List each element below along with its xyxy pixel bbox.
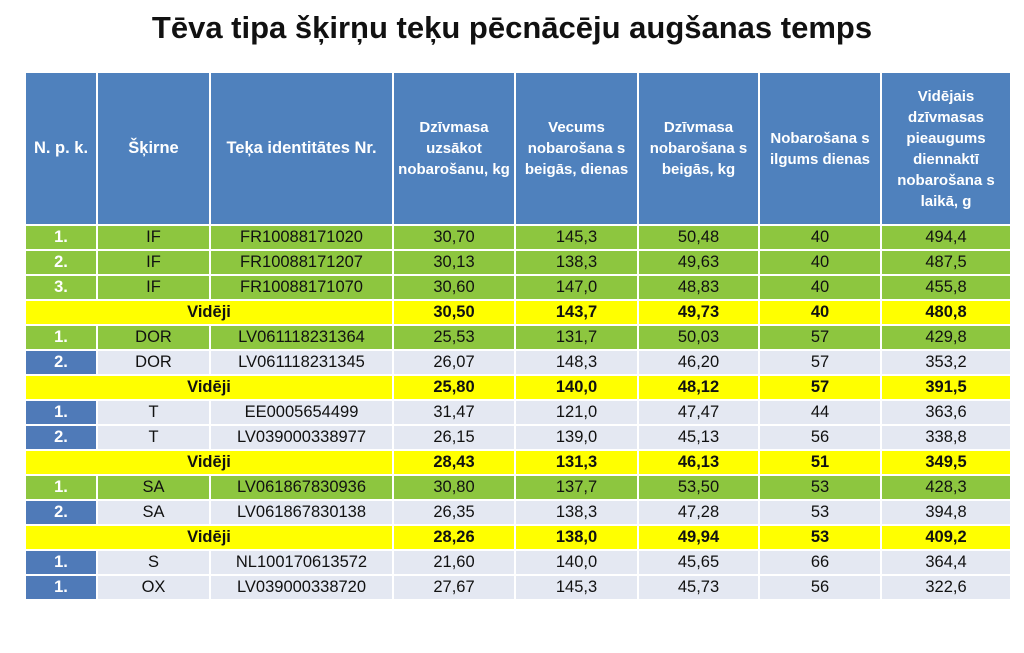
daily-gain-cell: 494,4 [881,225,1011,250]
col-header-start-weight: Dzīvmasa uzsākot nobarošanu, kg [393,72,515,225]
start-weight-cell: 30,50 [393,300,515,325]
ram-id-cell: LV061867830936 [210,475,393,500]
fattening-days-cell: 56 [759,425,881,450]
fattening-days-cell: 40 [759,225,881,250]
growth-rate-table [24,71,1012,601]
fattening-days-cell: 53 [759,525,881,550]
end-weight-cell: 46,13 [638,450,759,475]
daily-gain-cell: 338,8 [881,425,1011,450]
ram-id-cell: LV039000338977 [210,425,393,450]
col-header-breed: Šķirne [97,72,210,225]
npk-cell: 1. [25,225,97,250]
table-body [25,225,1011,600]
npk-cell: 2. [25,250,97,275]
start-weight-cell: 25,80 [393,375,515,400]
start-weight-cell: 26,35 [393,500,515,525]
daily-gain-cell: 363,6 [881,400,1011,425]
fattening-days-cell: 51 [759,450,881,475]
ram-id-cell: LV061118231345 [210,350,393,375]
ram-id-cell: EE0005654499 [210,400,393,425]
ram-id-cell: FR10088171207 [210,250,393,275]
age-end-cell: 121,0 [515,400,638,425]
col-header-age-end: Vecums nobarošana s beigās, dienas [515,72,638,225]
fattening-days-cell: 56 [759,575,881,600]
table-row [25,275,1011,300]
table-row [25,550,1011,575]
age-end-cell: 138,0 [515,525,638,550]
average-row [25,525,1011,550]
end-weight-cell: 49,73 [638,300,759,325]
fattening-days-cell: 57 [759,350,881,375]
fattening-days-cell: 40 [759,250,881,275]
end-weight-cell: 50,48 [638,225,759,250]
npk-cell: 2. [25,425,97,450]
average-row [25,300,1011,325]
breed-cell: DOR [97,350,210,375]
col-header-npk: N. p. k. [25,72,97,225]
average-row [25,450,1011,475]
daily-gain-cell: 429,8 [881,325,1011,350]
breed-cell: S [97,550,210,575]
fattening-days-cell: 66 [759,550,881,575]
table-row [25,250,1011,275]
start-weight-cell: 30,80 [393,475,515,500]
table-row [25,400,1011,425]
npk-cell: 1. [25,550,97,575]
daily-gain-cell: 455,8 [881,275,1011,300]
fattening-days-cell: 40 [759,300,881,325]
npk-cell: 2. [25,350,97,375]
age-end-cell: 143,7 [515,300,638,325]
start-weight-cell: 25,53 [393,325,515,350]
start-weight-cell: 31,47 [393,400,515,425]
ram-id-cell: NL100170613572 [210,550,393,575]
age-end-cell: 148,3 [515,350,638,375]
start-weight-cell: 28,43 [393,450,515,475]
average-row [25,375,1011,400]
table-row [25,350,1011,375]
age-end-cell: 138,3 [515,250,638,275]
end-weight-cell: 48,12 [638,375,759,400]
start-weight-cell: 28,26 [393,525,515,550]
end-weight-cell: 46,20 [638,350,759,375]
ram-id-cell: LV039000338720 [210,575,393,600]
breed-cell: T [97,425,210,450]
age-end-cell: 139,0 [515,425,638,450]
end-weight-cell: 50,03 [638,325,759,350]
slide-title: Tēva tipa šķirņu teķu pēcnācēju augšanas temps [151,10,873,45]
breed-cell: IF [97,275,210,300]
age-end-cell: 131,7 [515,325,638,350]
end-weight-cell: 45,13 [638,425,759,450]
table-row [25,575,1011,600]
table-row [25,500,1011,525]
table-row [25,425,1011,450]
table-row [25,475,1011,500]
fattening-days-cell: 57 [759,325,881,350]
header-row [25,72,1011,225]
fattening-days-cell: 44 [759,400,881,425]
start-weight-cell: 21,60 [393,550,515,575]
end-weight-cell: 45,73 [638,575,759,600]
col-header-end-weight: Dzīvmasa nobarošana s beigās, kg [638,72,759,225]
daily-gain-cell: 428,3 [881,475,1011,500]
end-weight-cell: 45,65 [638,550,759,575]
table-row [25,325,1011,350]
npk-cell: 3. [25,275,97,300]
end-weight-cell: 48,83 [638,275,759,300]
age-end-cell: 140,0 [515,375,638,400]
end-weight-cell: 47,47 [638,400,759,425]
start-weight-cell: 30,70 [393,225,515,250]
daily-gain-cell: 487,5 [881,250,1011,275]
ram-id-cell: FR10088171070 [210,275,393,300]
age-end-cell: 147,0 [515,275,638,300]
average-label-cell: Vidēji [25,300,393,325]
age-end-cell: 140,0 [515,550,638,575]
average-label-cell: Vidēji [25,525,393,550]
daily-gain-cell: 409,2 [881,525,1011,550]
age-end-cell: 145,3 [515,225,638,250]
ram-id-cell: LV061118231364 [210,325,393,350]
start-weight-cell: 30,60 [393,275,515,300]
start-weight-cell: 26,15 [393,425,515,450]
daily-gain-cell: 364,4 [881,550,1011,575]
breed-cell: IF [97,250,210,275]
end-weight-cell: 47,28 [638,500,759,525]
col-header-daily-gain: Vidējais dzīvmasas pieaugums diennaktī nobarošana s laikā, g [881,72,1011,225]
fattening-days-cell: 57 [759,375,881,400]
breed-cell: SA [97,475,210,500]
breed-cell: IF [97,225,210,250]
end-weight-cell: 49,63 [638,250,759,275]
start-weight-cell: 27,67 [393,575,515,600]
npk-cell: 2. [25,500,97,525]
end-weight-cell: 53,50 [638,475,759,500]
fattening-days-cell: 53 [759,475,881,500]
npk-cell: 1. [25,400,97,425]
daily-gain-cell: 391,5 [881,375,1011,400]
daily-gain-cell: 480,8 [881,300,1011,325]
fattening-days-cell: 53 [759,500,881,525]
breed-cell: OX [97,575,210,600]
daily-gain-cell: 322,6 [881,575,1011,600]
fattening-days-cell: 40 [759,275,881,300]
daily-gain-cell: 394,8 [881,500,1011,525]
age-end-cell: 137,7 [515,475,638,500]
age-end-cell: 131,3 [515,450,638,475]
npk-cell: 1. [25,475,97,500]
average-label-cell: Vidēji [25,375,393,400]
breed-cell: SA [97,500,210,525]
breed-cell: T [97,400,210,425]
col-header-ram-id: Teķa identitātes Nr. [210,72,393,225]
breed-cell: DOR [97,325,210,350]
start-weight-cell: 26,07 [393,350,515,375]
ram-id-cell: LV061867830138 [210,500,393,525]
age-end-cell: 145,3 [515,575,638,600]
average-label-cell: Vidēji [25,450,393,475]
table-row [25,225,1011,250]
col-header-fattening-days: Nobarošana s ilgums dienas [759,72,881,225]
age-end-cell: 138,3 [515,500,638,525]
npk-cell: 1. [25,575,97,600]
end-weight-cell: 49,94 [638,525,759,550]
npk-cell: 1. [25,325,97,350]
start-weight-cell: 30,13 [393,250,515,275]
daily-gain-cell: 349,5 [881,450,1011,475]
ram-id-cell: FR10088171020 [210,225,393,250]
daily-gain-cell: 353,2 [881,350,1011,375]
